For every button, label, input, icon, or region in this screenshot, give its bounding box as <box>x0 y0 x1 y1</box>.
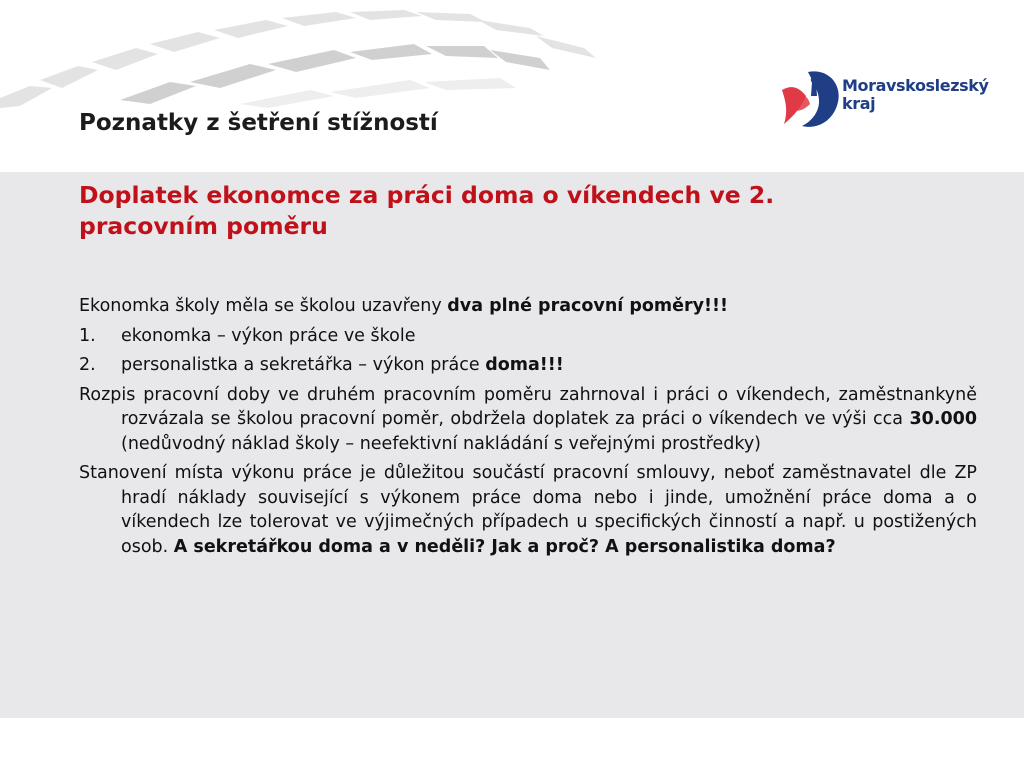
paragraph-workplace <box>79 461 977 559</box>
moravskoslezsky-kraj-logo <box>778 66 988 132</box>
slide-title-line1: Doplatek ekonomce za práci doma o víkendech ve 2. <box>79 181 775 209</box>
list-item <box>79 324 977 349</box>
logo-text-line2: kraj <box>842 94 876 113</box>
list-item <box>79 353 977 378</box>
paragraph-text-end: (nedůvodný náklad školy – neefektivní nakládání s veřejnými prostředky) <box>121 433 762 454</box>
paragraph-text: Stanovení místa výkonu práce je důležitou součástí pracovní smlouvy, neboť zaměstnavatel dle ZP hradí náklady související s výkonem práce doma nebo i jinde, umožnění práce doma a o víkendech lze tolerovat ve výjimečných případech u specifických činností a např. u postižených osob. <box>79 463 977 557</box>
logo-text <box>842 77 989 113</box>
intro-paragraph <box>79 294 977 319</box>
intro-text: Ekonomka školy měla se školou uzavřeny <box>79 296 448 316</box>
list-item-number: 2. <box>79 355 96 375</box>
list-item-text: ekonomka – výkon práce ve škole <box>121 325 416 346</box>
logo-text-line1: Moravskoslezský <box>842 76 989 95</box>
list-item-number: 1. <box>79 325 96 346</box>
list-item-bold-text: doma!!! <box>485 355 564 375</box>
slide-body <box>79 294 977 564</box>
slide-title-line2: pracovním poměru <box>79 212 328 240</box>
intro-bold-text: dva plné pracovní poměry!!! <box>447 296 729 316</box>
paragraph-bold-question: A sekretářkou doma a v neděli? Jak a proč? A personalistika doma? <box>173 536 836 557</box>
slide-header-title: Poznatky z šetření stížností <box>79 110 438 136</box>
slide-title <box>79 180 879 242</box>
paragraph-text: Rozpis pracovní doby ve druhém pracovním poměru zahrnoval i práci o víkendech, zaměstnankyně rozvázala se školou pracovní poměr, obdržela doplatek za práci o víkendech ve výši cca <box>79 384 977 429</box>
list-item-text: personalistka a sekretářka – výkon práce <box>121 355 486 375</box>
paragraph-amount: 30.000 <box>909 409 977 429</box>
paragraph-payroll <box>79 383 977 457</box>
region-emblem-icon <box>778 66 844 132</box>
header-swoosh-decoration <box>0 0 700 110</box>
